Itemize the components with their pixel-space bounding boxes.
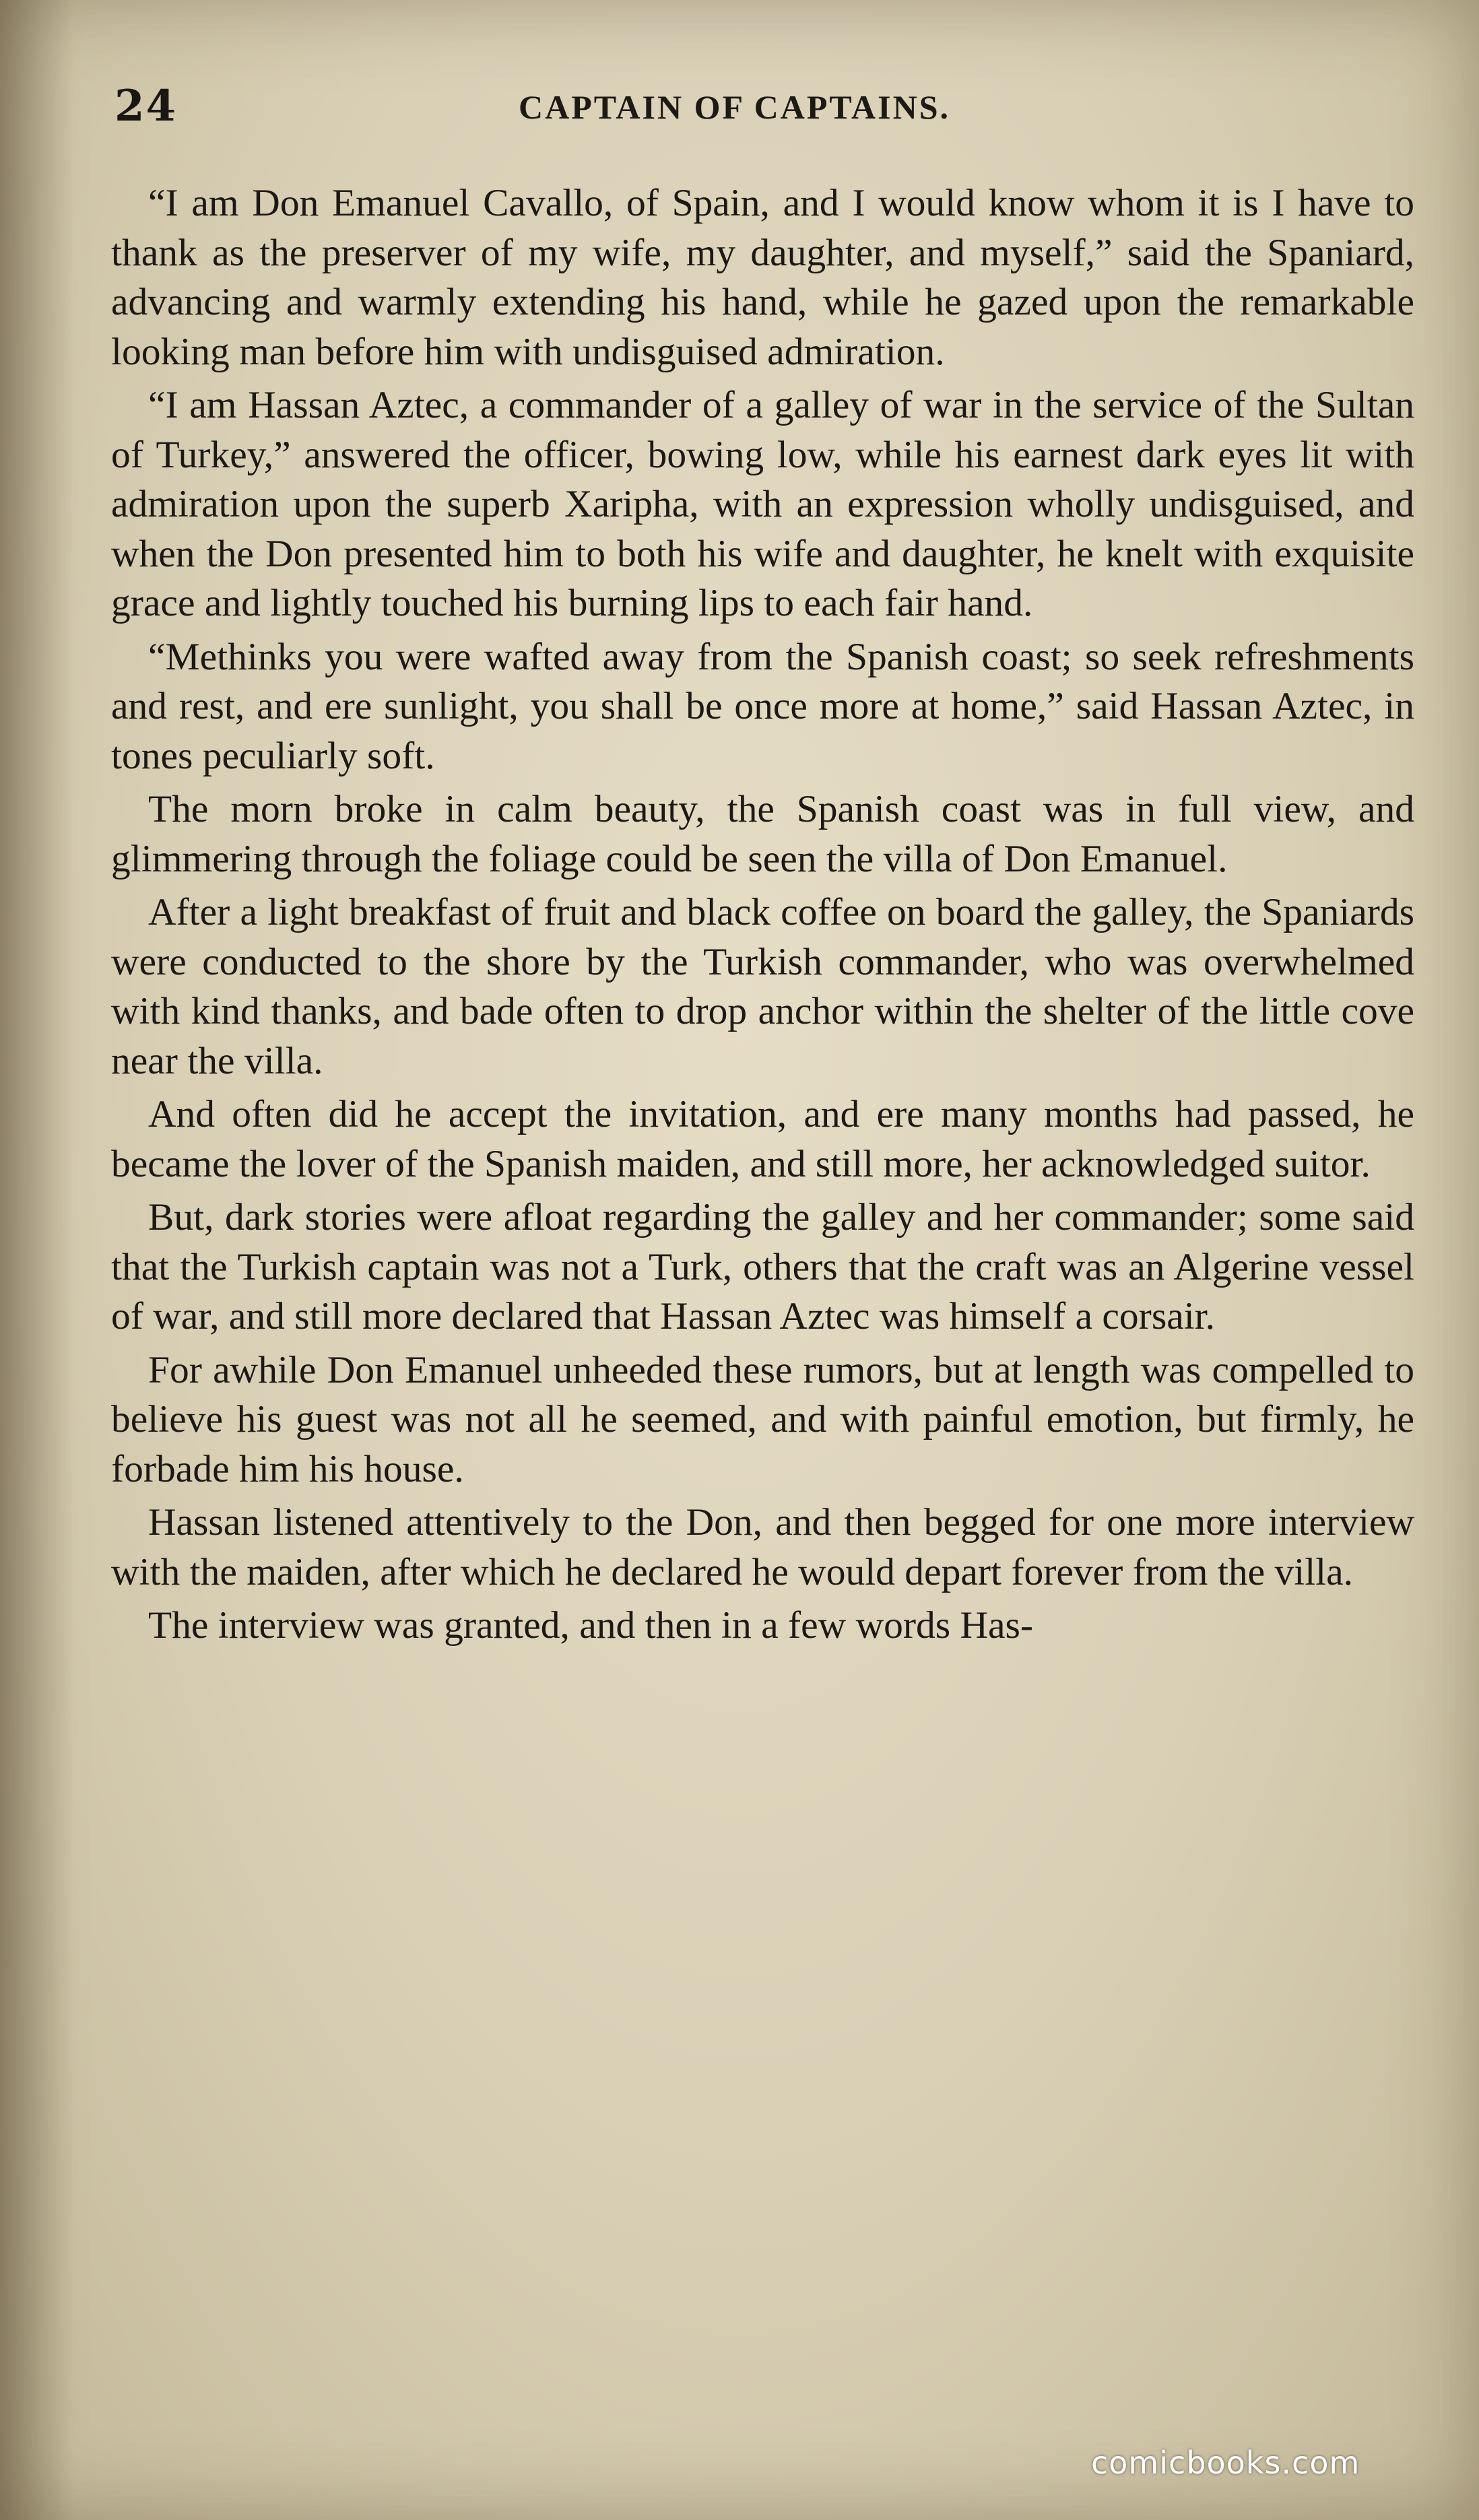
paragraph: And often did he accept the invitation, and ere many months had passed, he became the lover of the Spanish maiden, and still more, her acknowledged suitor. [111,1093,1414,1185]
page-header [114,81,1414,141]
spine-shadow [0,0,74,2520]
body-text [111,178,1414,1655]
watermark: comicbooks.com [1091,2445,1360,2481]
paragraph: The morn broke in calm beauty, the Spanish coast was in full view, and glimmering through the foliage could be seen the villa of Don Emanuel. [111,788,1414,880]
paragraph: The interview was granted, and then in a few words Has- [148,1604,1034,1647]
paragraph: After a light breakfast of fruit and black coffee on board the galley, the Spaniards were conducted to the shore by the Turkish commander, who was overwhelmed with kind thanks, and bade often to drop anchor within the shelter of the little cove near the villa. [111,891,1414,1082]
paragraph: “Methinks you were wafted away from the Spanish coast; so seek refreshments and rest, and ere sunlight, you shall be once more at home,” said Hassan Aztec, in tones peculiarly soft. [111,635,1414,777]
running-head: CAPTAIN OF CAPTAINS. [519,88,951,126]
paragraph: Hassan listened attentively to the Don, and then begged for one more interview with the maiden, after which he declared he would depart forever from the villa. [111,1501,1414,1593]
paragraph: “I am Hassan Aztec, a commander of a galley of war in the service of the Sultan of Turkey,” answered the officer, bowing low, while his earnest dark eyes lit with admiration upon the superb Xaripha, with an expression wholly undisguised, and when the Don presented him to both his wife and daughter, he knelt with exquisite grace and lightly touched his burning lips to each fair hand. [111,384,1414,624]
paragraph: “I am Don Emanuel Cavallo, of Spain, and I would know whom it is I have to thank as the preserver of my wife, my daughter, and myself,” said the Spaniard, advancing and warmly extending his hand, while he gazed upon the remarkable looking man before him with undisguised admiration. [111,182,1414,373]
paragraph: For awhile Don Emanuel unheeded these rumors, but at length was compelled to believe his guest was not all he seemed, and with painful emotion, but firmly, he forbade him his house. [111,1348,1414,1490]
paragraph: But, dark stories were afloat regarding the galley and her commander; some said that the Turkish captain was not a Turk, others that the craft was an Algerine vessel of war, and still more declared that Hassan Aztec was himself a corsair. [111,1196,1414,1337]
page-number: 24 [114,81,178,131]
